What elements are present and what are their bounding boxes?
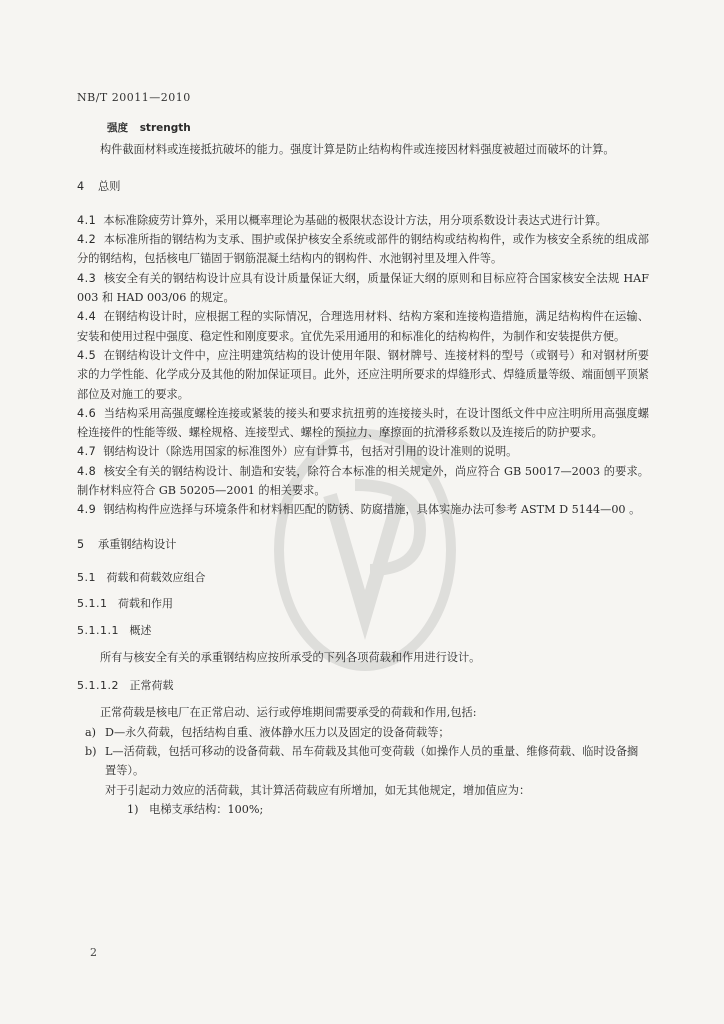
section-5-1-1-2-intro: 正常荷载是核电厂在正常启动、运行或停堆期间需要承受的荷载和作用,包括: xyxy=(99,706,477,720)
clause-4-4: 4.4 在钢结构设计时，应根据工程的实际情况，合理选用材料、结构方案和连接构造措施，满足结构构件在运输、安装和使用过程中强度、稳定性和刚度要求。宜优先采用通用的和标准化的结构构件，为制作和安装提供方便。 xyxy=(77,310,649,343)
clause-4-9: 4.9 钢结构构件应选择与环境条件和材料相匹配的防锈、防腐措施，具体实施办法可参考 ASTM D 5144—00 。 xyxy=(77,503,641,517)
sub-list-item-1 xyxy=(77,800,649,819)
clause-4-8: 4.8 核安全有关的钢结构设计、制造和安装，除符合本标准的相关规定外，尚应符合 GB 50017—2003 的要求。制作材料应符合 GB 50205—2001 的相关要求。 xyxy=(77,464,649,498)
list-item-b xyxy=(77,742,649,781)
clause-4-2: 4.2 本标准所指的钢结构为支承、围护或保护核安全系统或部件的钢结构或结构构件，或作为核安全系统的组成部分的钢结构，包括核电厂锚固于钢筋混凝土结构内的钢构件、水池钢衬里及埋入件等。 xyxy=(77,233,649,266)
section-5-1-1-heading: 5.1.1 荷载和作用 xyxy=(77,597,173,611)
sub-list-text-1: 电梯支承结构：100%; xyxy=(149,802,264,816)
document-body xyxy=(77,118,649,819)
list-text-b: L—活荷载，包括可移动的设备荷载、吊车荷载及其他可变荷载（如操作人员的重量、维修荷载、临时设备搁置等）。 xyxy=(105,745,639,778)
clause-4-7: 4.7 钢结构设计（除选用国家的标准图外）应有计算书，包括对引用的设计准则的说明。 xyxy=(77,445,518,459)
document-code-header: NB/T 20011—2010 xyxy=(77,91,191,104)
list-b-continuation: 对于引起动力效应的活荷载，其计算活荷载应有所增加，如无其他规定，增加值应为： xyxy=(105,783,531,797)
term-title-en: strength xyxy=(139,122,191,134)
section-4-title: 总则 xyxy=(98,179,121,193)
list-label-b: b) xyxy=(85,745,97,759)
page-number: 2 xyxy=(90,946,97,959)
clause-4-3: 4.3 核安全有关的钢结构设计应具有设计质量保证大纲，质量保证大纲的原则和目标应符合国家核安全法规 HAF 003 和 HAD 003/06 的规定。 xyxy=(77,271,649,305)
list-text-a: D—永久荷载，包括结构自重、液体静水压力以及固定的设备荷载等； xyxy=(105,725,450,739)
section-4-heading xyxy=(77,177,649,196)
term-title xyxy=(77,118,649,138)
list-label-a: a) xyxy=(85,725,97,739)
section-5-1-heading: 5.1 荷载和荷载效应组合 xyxy=(77,570,206,584)
section-5-1-1-1-heading: 5.1.1.1 概述 xyxy=(77,623,152,637)
clause-4-1: 4.1 本标准除疲劳计算外，采用以概率理论为基础的极限状态设计方法，用分项系数设计表达式进行计算。 xyxy=(77,213,607,227)
list-item-a xyxy=(77,723,649,742)
term-definition: 构件截面材料或连接抵抗破坏的能力。强度计算是防止结构构件或连接因材料强度被超过而破坏的计算。 xyxy=(99,143,615,157)
clause-4-5: 4.5 在钢结构设计文件中，应注明建筑结构的设计使用年限、钢材牌号、连接材料的型号（或钢号）和对钢材所要求的力学性能、化学成分及其他的附加保证项目。此外，还应注明所要求的焊缝形式、焊缝质量等级、端面刨平顶紧部位及对施工的要求。 xyxy=(77,348,649,401)
section-5-1-1-1-text: 所有与核安全有关的承重钢结构应按所承受的下列各项荷载和作用进行设计。 xyxy=(99,650,481,664)
section-5-heading xyxy=(77,535,649,554)
section-5-title: 承重钢结构设计 xyxy=(98,537,177,551)
section-4-clauses xyxy=(77,211,649,520)
clause-4-6: 4.6 当结构采用高强度螺栓连接或紧装的接头和要求抗扭剪的连接接头时，在设计图纸文件中应注明所用高强度螺栓连接件的性能等级、螺栓规格、连接型式、螺栓的预拉力、摩擦面的抗滑移系数以及连接后的防护要求。 xyxy=(77,406,649,440)
section-5-number: 5 xyxy=(77,537,85,551)
term-title-cn: 强度 xyxy=(107,122,128,134)
section-5-1-1-2-heading: 5.1.1.2 正常荷载 xyxy=(77,679,174,693)
section-4-number: 4 xyxy=(77,179,85,193)
sub-list-label-1: 1) xyxy=(127,802,139,816)
